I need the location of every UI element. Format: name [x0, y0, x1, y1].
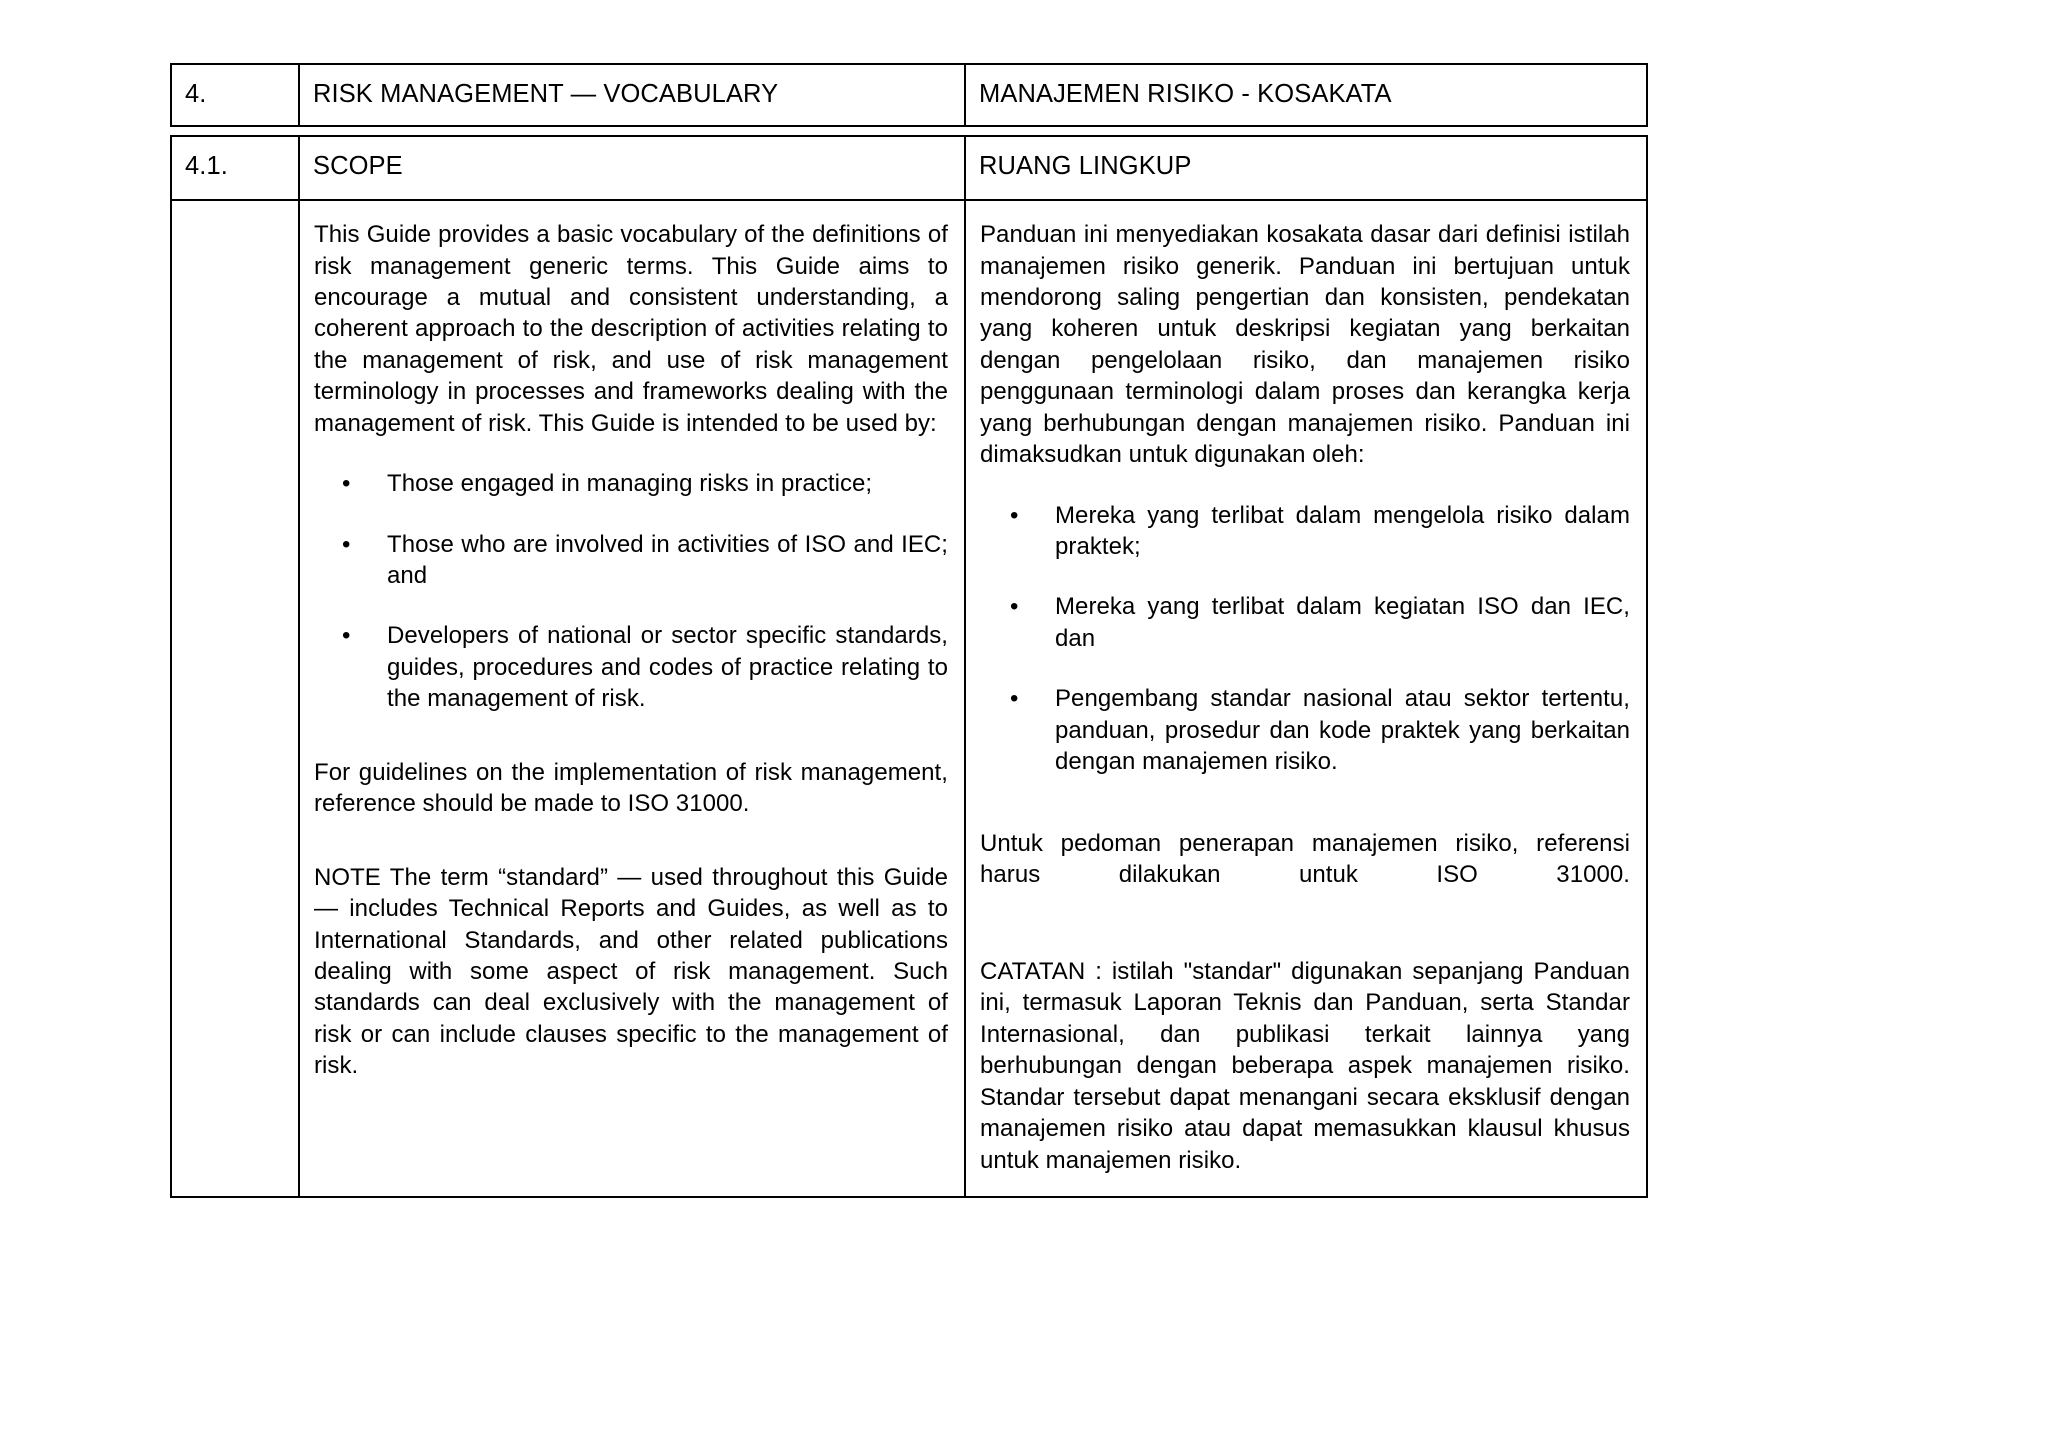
- subsection-title-id-cell: [965, 136, 1647, 200]
- section-number-cell: [171, 64, 299, 126]
- scope-body-indonesian-cell: [965, 200, 1647, 1197]
- english-intro-paragraph: This Guide provides a basic vocabulary of the definitions of risk management generic terms. This Guide aims to encourage a mutual and consistent understanding, a coherent approach to the description of activities relating to the management of risk, and use of risk management terminology in processes and frameworks dealing with the management of risk. This Guide is intended to be used by:: [314, 221, 948, 437]
- indonesian-reference-paragraph: Untuk pedoman penerapan manajemen risiko, referensi harus dilakukan untuk ISO 31000.: [980, 829, 1630, 889]
- section-title-indonesian: MANAJEMEN RISIKO - KOSAKATA: [979, 80, 1392, 108]
- scope-body-english-cell: [299, 200, 965, 1197]
- indonesian-content: [980, 219, 1630, 1176]
- subsection-title-en-cell: [299, 136, 965, 200]
- section-heading-table: [170, 63, 1648, 127]
- list-item-label: Mereka yang terlibat dalam kegiatan ISO dan IEC, dan: [1055, 593, 1630, 652]
- bullet-icon: •: [342, 470, 351, 498]
- subsection-title-indonesian: RUANG LINGKUP: [979, 152, 1192, 180]
- indonesian-intro-paragraph: Panduan ini menyediakan kosakata dasar dari definisi istilah manajemen risiko generik. Panduan ini bertujuan untuk mendorong saling pengertian dan konsisten, pendekatan yang koheren untuk deskripsi kegiatan yang berkaitan dengan pengelolaan risiko, dan manajemen risiko penggunaan terminologi dalam proses dan kerangka kerja yang berhubungan dengan manajemen risiko. Panduan ini dimaksudkan untuk digunakan oleh:: [980, 221, 1630, 469]
- list-item-label: Developers of national or sector specific standards, guides, procedures and codes of practice relating to the management of risk.: [387, 622, 948, 713]
- indonesian-note-paragraph: CATATAN : istilah "standar" digunakan sepanjang Panduan ini, termasuk Laporan Teknis dan Panduan, serta Standar Internasional, dan publikasi terkait lainnya yang berhubungan dengan beberapa aspek manajemen risiko. Standar tersebut dapat menangani secara eksklusif dengan manajemen risiko atau dapat memasukkan klausul khusus untuk manajemen risiko.: [980, 957, 1630, 1174]
- table-row: [171, 200, 1647, 1197]
- table-row: [171, 64, 1647, 126]
- bullet-icon: •: [342, 622, 351, 650]
- subsection-number-cell: [171, 136, 299, 200]
- list-item: [314, 529, 948, 592]
- english-content: [314, 219, 948, 1082]
- section-number: 4.: [185, 80, 207, 108]
- list-item: [314, 620, 948, 714]
- english-bullet-list: [314, 468, 948, 715]
- section-title-english: RISK MANAGEMENT — VOCABULARY: [313, 80, 779, 108]
- scope-table: [170, 135, 1648, 1198]
- bullet-icon: •: [1010, 593, 1019, 621]
- bullet-icon: •: [1010, 501, 1019, 529]
- list-item-label: Those engaged in managing risks in practice;: [387, 470, 873, 498]
- subsection-number: 4.1.: [185, 152, 228, 180]
- list-item: [980, 591, 1630, 654]
- section-title-en-cell: [299, 64, 965, 126]
- section-title-id-cell: [965, 64, 1647, 126]
- english-reference-paragraph: For guidelines on the implementation of risk management, reference should be made to ISO 31000.: [314, 758, 948, 818]
- bullet-icon: •: [1010, 685, 1019, 713]
- table-row: [171, 136, 1647, 200]
- list-item: [980, 683, 1630, 777]
- english-note-paragraph: NOTE The term “standard” — used throughout this Guide — includes Technical Reports and Guides, as well as to International Standards, and other related publications dealing with some aspect of risk management. Such standards can deal exclusively with the management of risk or can include clauses specific to the management of risk.: [314, 863, 948, 1080]
- list-item-label: Pengembang standar nasional atau sektor tertentu, panduan, prosedur dan kode praktek yang berkaitan dengan manajemen risiko.: [1055, 685, 1630, 776]
- list-item-label: Mereka yang terlibat dalam mengelola risiko dalam praktek;: [1055, 501, 1630, 561]
- list-item-label: Those who are involved in activities of ISO and IEC; and: [387, 530, 948, 590]
- bullet-icon: •: [342, 530, 351, 558]
- empty-number-cell: [171, 200, 299, 1197]
- subsection-title-english: SCOPE: [313, 152, 403, 180]
- list-item: [314, 468, 948, 499]
- list-item: [980, 500, 1630, 563]
- indonesian-bullet-list: [980, 500, 1630, 778]
